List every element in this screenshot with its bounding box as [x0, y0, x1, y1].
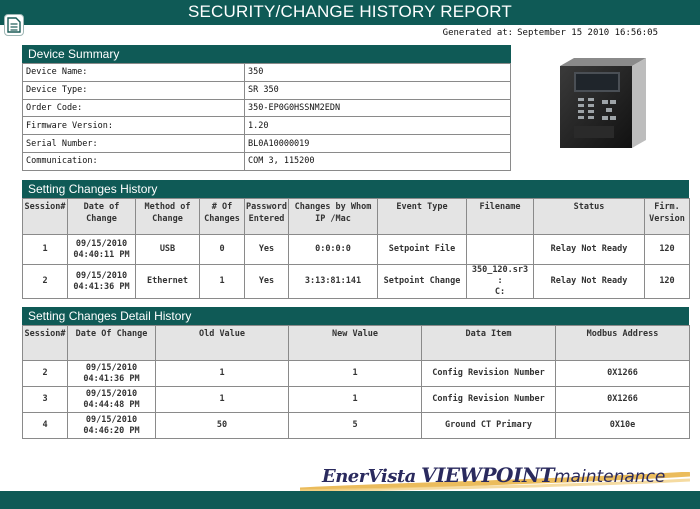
column-header-text: # Of — [211, 202, 233, 212]
table-cell — [23, 265, 68, 299]
device-field-label: Device Type: — [23, 81, 245, 99]
table-cell — [289, 361, 422, 387]
table-cell — [422, 361, 556, 387]
generated-value: September 15 2010 16:56:05 — [517, 28, 658, 38]
cell-text: Yes — [258, 244, 275, 254]
table-cell — [467, 235, 534, 265]
table-cell — [156, 387, 289, 413]
detail-history-table — [22, 325, 690, 439]
brand-part3: maintenance — [554, 467, 666, 487]
table-cell — [68, 413, 156, 439]
device-field-value: 350 — [245, 64, 511, 82]
column-header-text: Firm. — [654, 202, 680, 212]
column-header-text: Session# — [24, 202, 66, 212]
cell-text: 2 — [42, 368, 48, 378]
cell-text: 1 — [42, 244, 48, 254]
column-header-text: Status — [573, 202, 605, 212]
cell-text: 1 — [219, 394, 225, 404]
cell-text: USB — [159, 244, 176, 254]
cell-text: 2 — [42, 276, 48, 286]
device-summary-row — [23, 135, 511, 153]
device-field-label: Device Name: — [23, 64, 245, 82]
table-row — [23, 387, 690, 413]
cell-text: 1 — [352, 368, 358, 378]
table-cell — [68, 265, 136, 299]
cell-text: Yes — [258, 276, 275, 286]
cell-text: 0X1266 — [607, 368, 638, 378]
cell-text: C: — [494, 287, 506, 297]
column-header: New Value — [289, 326, 422, 361]
column-header — [534, 199, 645, 235]
device-field-label: Communication: — [23, 152, 245, 170]
table-cell — [534, 235, 645, 265]
cell-text: 0:0:0:0 — [315, 244, 351, 254]
column-header — [23, 199, 68, 235]
brand-part1: EnerVista — [322, 466, 416, 487]
setting-changes-table — [22, 198, 690, 299]
table-cell — [289, 413, 422, 439]
detail-history-heading: Setting Changes Detail History — [22, 307, 689, 325]
table-cell — [68, 361, 156, 387]
column-header — [467, 199, 534, 235]
table-cell — [156, 413, 289, 439]
cell-text: 1 — [219, 276, 225, 286]
column-header: Session# — [23, 326, 68, 361]
device-field-value: 1.20 — [245, 117, 511, 135]
cell-text: 5 — [352, 420, 358, 430]
cell-text: 50 — [216, 420, 228, 430]
table-cell — [245, 235, 289, 265]
cell-text: 350_120.sr3 : — [471, 265, 529, 286]
table-cell — [289, 387, 422, 413]
device-summary-row — [23, 117, 511, 135]
cell-text: 09/15/2010 — [75, 270, 128, 281]
column-header-text: Method of — [144, 202, 191, 212]
column-header-text: Version — [649, 214, 685, 224]
enervista-logo — [322, 463, 665, 487]
device-summary-row — [23, 152, 511, 170]
cell-text: Relay Not Ready — [550, 276, 628, 286]
device-summary-row — [23, 81, 511, 99]
table-cell — [378, 265, 467, 299]
device-field-value: SR 350 — [245, 81, 511, 99]
column-header: Modbus Address — [556, 326, 690, 361]
column-header-text: Filename — [479, 202, 521, 212]
table-cell — [23, 387, 68, 413]
column-header-text: Entered — [248, 214, 285, 224]
table-cell — [645, 235, 690, 265]
table-cell — [68, 235, 136, 265]
column-header — [245, 199, 289, 235]
cell-text: 4 — [42, 420, 48, 430]
table-cell — [289, 235, 378, 265]
device-field-value: 350-EP0G0HSSNM2EDN — [245, 99, 511, 117]
column-header-text: Changes — [204, 214, 240, 224]
table-cell — [645, 265, 690, 299]
document-icon[interactable] — [4, 14, 24, 36]
table-cell — [534, 265, 645, 299]
column-header-text: Password — [246, 202, 287, 212]
cell-text: 09/15/2010 — [75, 238, 128, 249]
table-cell — [136, 265, 200, 299]
table-row — [23, 235, 690, 265]
device-summary-row — [23, 99, 511, 117]
relay-device-image — [556, 52, 648, 150]
column-header-text: Change — [152, 214, 183, 224]
generated-label: Generated at: — [442, 28, 514, 38]
cell-text: 120 — [659, 276, 675, 286]
generated-timestamp — [443, 28, 658, 38]
table-cell — [156, 361, 289, 387]
cell-text: 09/15/2010 — [85, 414, 138, 425]
device-field-label: Firmware Version: — [23, 117, 245, 135]
cell-text: Relay Not Ready — [550, 244, 628, 254]
device-summary-row — [23, 64, 511, 82]
cell-text: Setpoint Change — [383, 276, 461, 286]
device-summary-heading: Device Summary — [22, 45, 511, 63]
column-header — [378, 199, 467, 235]
device-field-value: COM 3, 115200 — [245, 152, 511, 170]
cell-text: 04:41:36 PM — [83, 373, 140, 384]
table-cell — [556, 387, 690, 413]
table-cell — [378, 235, 467, 265]
device-summary-table — [22, 63, 511, 171]
table-row — [23, 413, 690, 439]
column-header — [68, 199, 136, 235]
table-cell — [556, 413, 690, 439]
cell-text: Config Revision Number — [432, 368, 545, 378]
column-header — [136, 199, 200, 235]
table-cell — [556, 361, 690, 387]
device-field-label: Serial Number: — [23, 135, 245, 153]
cell-text: Setpoint File — [388, 244, 456, 254]
column-header: Data Item — [422, 326, 556, 361]
cell-text: Ethernet — [147, 276, 188, 286]
table-cell — [68, 387, 156, 413]
table-cell — [200, 265, 245, 299]
column-header-text: IP /Mac — [315, 214, 351, 224]
table-cell — [422, 413, 556, 439]
table-cell — [245, 265, 289, 299]
cell-text: 3:13:81:141 — [304, 276, 362, 286]
cell-text: 04:41:36 PM — [73, 281, 130, 292]
cell-text: 3 — [42, 394, 48, 404]
report-title: SECURITY/CHANGE HISTORY REPORT — [187, 2, 513, 21]
cell-text: 0X1266 — [607, 394, 638, 404]
footer-bar — [0, 491, 700, 509]
device-field-label: Order Code: — [23, 99, 245, 117]
table-cell — [23, 413, 68, 439]
table-cell — [289, 265, 378, 299]
cell-text: 04:40:11 PM — [73, 249, 130, 260]
column-header: Old Value — [156, 326, 289, 361]
cell-text: 09/15/2010 — [85, 388, 138, 399]
table-cell — [422, 387, 556, 413]
cell-text: 04:46:20 PM — [83, 425, 140, 436]
table-cell — [23, 361, 68, 387]
table-row — [23, 265, 690, 299]
device-field-value: BL0A10000019 — [245, 135, 511, 153]
column-header: Date Of Change — [68, 326, 156, 361]
cell-text: Config Revision Number — [432, 394, 545, 404]
column-header-text: Date of — [83, 202, 120, 212]
cell-text: 1 — [219, 368, 225, 378]
column-header-text: Change — [86, 214, 117, 224]
column-header — [289, 199, 378, 235]
table-cell — [200, 235, 245, 265]
cell-text: 09/15/2010 — [85, 362, 138, 373]
table-row — [23, 361, 690, 387]
column-header-text: Changes by Whom — [294, 202, 372, 212]
column-header — [200, 199, 245, 235]
cell-text: 04:44:48 PM — [83, 399, 140, 410]
cell-text: 0X10e — [609, 420, 636, 430]
table-cell — [136, 235, 200, 265]
cell-text: 120 — [659, 244, 675, 254]
column-header — [645, 199, 690, 235]
cell-text: 0 — [219, 244, 225, 254]
setting-changes-heading: Setting Changes History — [22, 180, 689, 198]
table-cell — [23, 235, 68, 265]
column-header-text: Event Type — [396, 202, 448, 212]
cell-text: 1 — [352, 394, 358, 404]
table-cell — [467, 265, 534, 299]
cell-text: Ground CT Primary — [445, 420, 532, 430]
brand-part2: VIEWPOINT — [420, 463, 554, 487]
title-bar — [0, 0, 700, 25]
